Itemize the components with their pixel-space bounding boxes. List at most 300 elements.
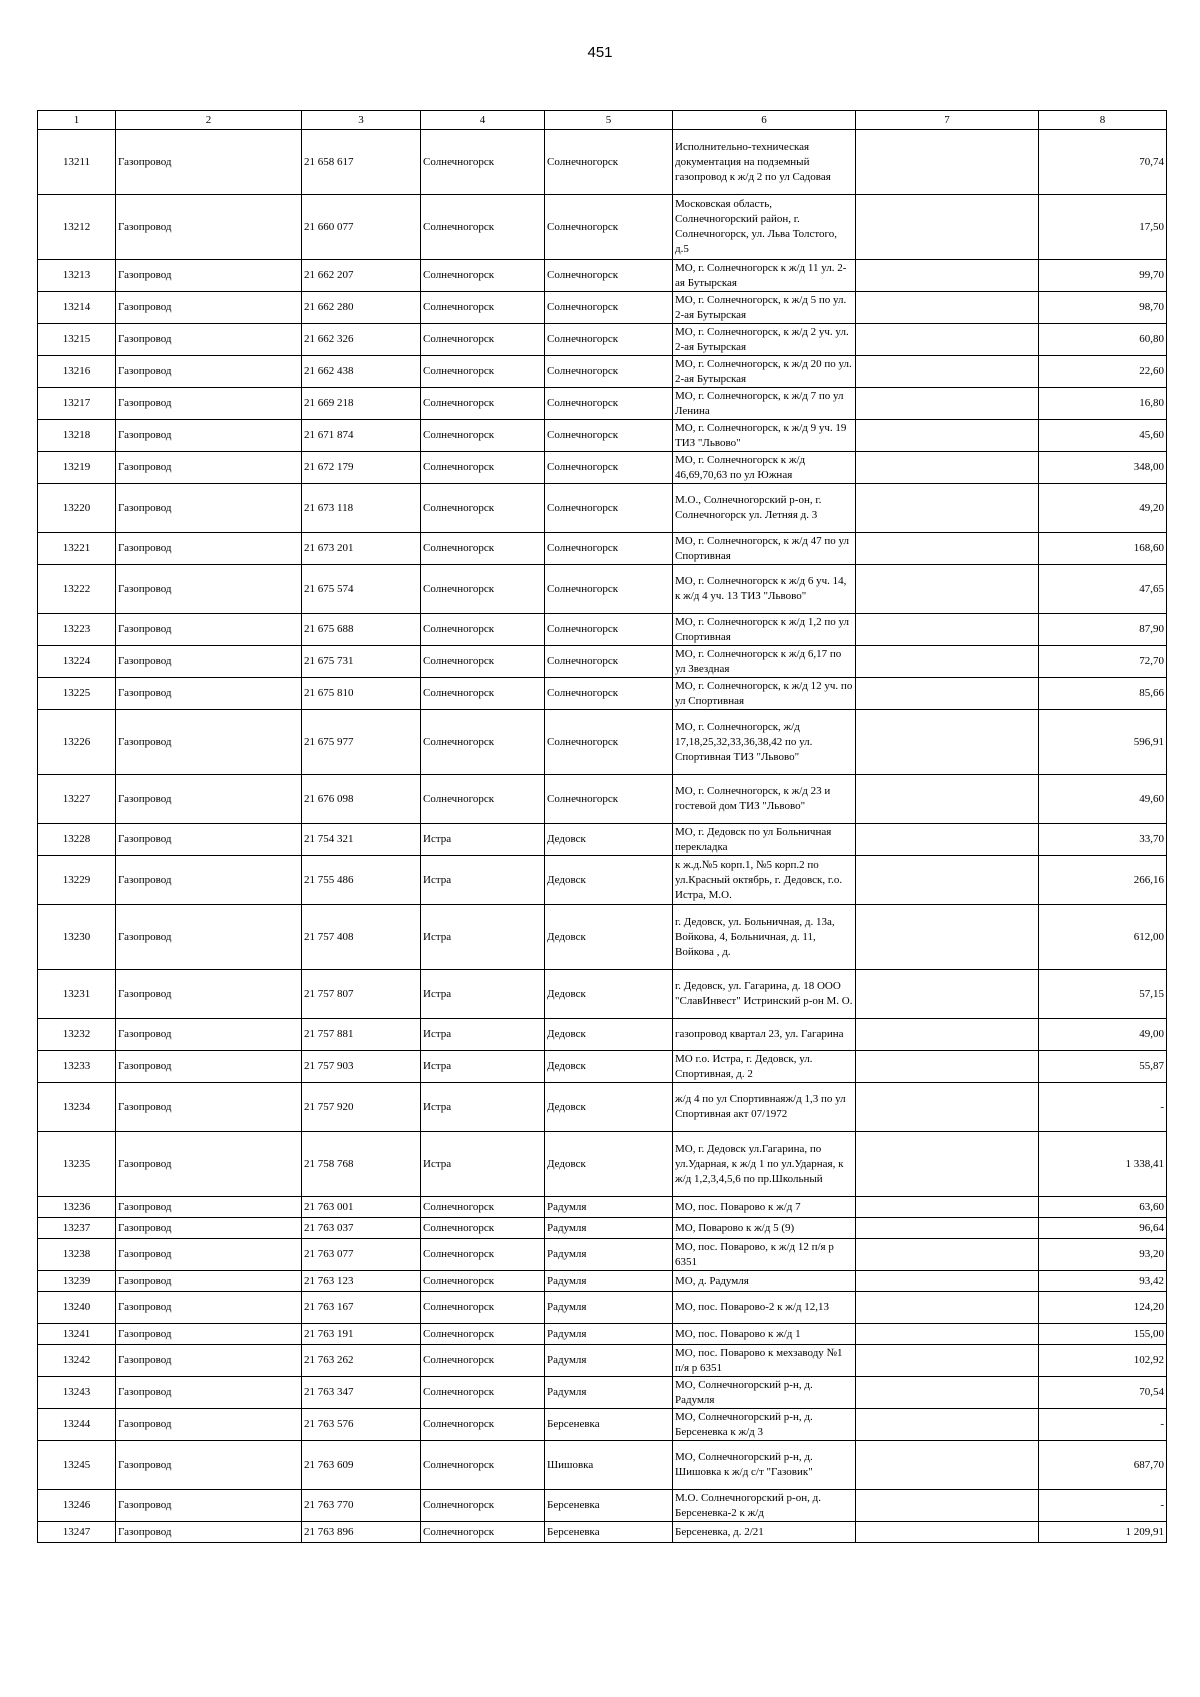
table-row bbox=[38, 260, 1167, 292]
code-cell: 21 673 118 bbox=[302, 484, 421, 533]
object-type-cell: Газопровод bbox=[116, 1490, 302, 1522]
locality-cell: Дедовск bbox=[545, 1132, 673, 1197]
address-cell: МО, Солнечногорский р-н, д. Берсеневка к ж/д 3 bbox=[673, 1409, 856, 1441]
column-7-cell bbox=[856, 1197, 1039, 1218]
locality-cell: Радумля bbox=[545, 1345, 673, 1377]
district-cell: Солнечногорск bbox=[421, 388, 545, 420]
row-number-cell: 13224 bbox=[38, 646, 116, 678]
object-type-cell: Газопровод bbox=[116, 484, 302, 533]
row-number-cell: 13234 bbox=[38, 1083, 116, 1132]
address-cell: газопровод квартал 23, ул. Гагарина bbox=[673, 1019, 856, 1051]
code-cell: 21 675 977 bbox=[302, 710, 421, 775]
table-row bbox=[38, 775, 1167, 824]
locality-cell: Солнечногорск bbox=[545, 614, 673, 646]
column-7-cell bbox=[856, 1083, 1039, 1132]
table-row bbox=[38, 905, 1167, 970]
address-cell: МО, г. Солнечногорск, к ж/д 2 уч. ул. 2-ая Бутырская bbox=[673, 324, 856, 356]
table-row bbox=[38, 356, 1167, 388]
column-7-cell bbox=[856, 484, 1039, 533]
row-number-cell: 13240 bbox=[38, 1292, 116, 1324]
table-row bbox=[38, 1019, 1167, 1051]
row-number-cell: 13215 bbox=[38, 324, 116, 356]
code-cell: 21 763 609 bbox=[302, 1441, 421, 1490]
column-7-cell bbox=[856, 1132, 1039, 1197]
table-row bbox=[38, 533, 1167, 565]
district-cell: Солнечногорск bbox=[421, 1292, 545, 1324]
address-cell: г. Дедовск, ул. Гагарина, д. 18 ООО "СлавИнвест" Истринский р-он М. О. bbox=[673, 970, 856, 1019]
object-type-cell: Газопровод bbox=[116, 565, 302, 614]
district-cell: Истра bbox=[421, 905, 545, 970]
locality-cell: Дедовск bbox=[545, 905, 673, 970]
table-row bbox=[38, 1132, 1167, 1197]
address-cell: МО, пос. Поварово, к ж/д 12 п/я р 6351 bbox=[673, 1239, 856, 1271]
code-cell: 21 758 768 bbox=[302, 1132, 421, 1197]
district-cell: Солнечногорск bbox=[421, 1345, 545, 1377]
table-row bbox=[38, 1239, 1167, 1271]
column-7-cell bbox=[856, 1441, 1039, 1490]
locality-cell: Радумля bbox=[545, 1218, 673, 1239]
code-cell: 21 757 408 bbox=[302, 905, 421, 970]
value-cell: 168,60 bbox=[1039, 533, 1167, 565]
district-cell: Солнечногорск bbox=[421, 646, 545, 678]
object-type-cell: Газопровод bbox=[116, 1409, 302, 1441]
registry-table bbox=[37, 110, 1167, 1543]
code-cell: 21 672 179 bbox=[302, 452, 421, 484]
address-cell: МО, г. Солнечногорск к ж/д 1,2 по ул Спортивная bbox=[673, 614, 856, 646]
column-header: 2 bbox=[116, 111, 302, 130]
district-cell: Солнечногорск bbox=[421, 484, 545, 533]
district-cell: Солнечногорск bbox=[421, 1377, 545, 1409]
column-header: 6 bbox=[673, 111, 856, 130]
column-header: 8 bbox=[1039, 111, 1167, 130]
address-cell: М.О. Солнечногорский р-он, д. Берсеневка-2 к ж/д bbox=[673, 1490, 856, 1522]
object-type-cell: Газопровод bbox=[116, 1292, 302, 1324]
object-type-cell: Газопровод bbox=[116, 905, 302, 970]
district-cell: Солнечногорск bbox=[421, 260, 545, 292]
table-row bbox=[38, 1197, 1167, 1218]
locality-cell: Берсеневка bbox=[545, 1409, 673, 1441]
district-cell: Истра bbox=[421, 1132, 545, 1197]
code-cell: 21 671 874 bbox=[302, 420, 421, 452]
district-cell: Солнечногорск bbox=[421, 356, 545, 388]
row-number-cell: 13225 bbox=[38, 678, 116, 710]
code-cell: 21 662 438 bbox=[302, 356, 421, 388]
column-7-cell bbox=[856, 292, 1039, 324]
object-type-cell: Газопровод bbox=[116, 1019, 302, 1051]
table-row bbox=[38, 1218, 1167, 1239]
address-cell: МО, г. Солнечногорск, к ж/д 7 по ул Ленина bbox=[673, 388, 856, 420]
object-type-cell: Газопровод bbox=[116, 1083, 302, 1132]
column-7-cell bbox=[856, 130, 1039, 195]
row-number-cell: 13247 bbox=[38, 1522, 116, 1543]
row-number-cell: 13214 bbox=[38, 292, 116, 324]
column-7-cell bbox=[856, 420, 1039, 452]
column-7-cell bbox=[856, 1522, 1039, 1543]
value-cell: 72,70 bbox=[1039, 646, 1167, 678]
object-type-cell: Газопровод bbox=[116, 1324, 302, 1345]
table-row bbox=[38, 1490, 1167, 1522]
locality-cell: Солнечногорск bbox=[545, 324, 673, 356]
table-row bbox=[38, 324, 1167, 356]
table-row bbox=[38, 1409, 1167, 1441]
table-row bbox=[38, 565, 1167, 614]
district-cell: Солнечногорск bbox=[421, 533, 545, 565]
column-7-cell bbox=[856, 1218, 1039, 1239]
code-cell: 21 763 167 bbox=[302, 1292, 421, 1324]
row-number-cell: 13222 bbox=[38, 565, 116, 614]
locality-cell: Солнечногорск bbox=[545, 260, 673, 292]
header-row bbox=[38, 111, 1167, 130]
address-cell: МО, г. Солнечногорск, к ж/д 20 по ул. 2-ая Бутырская bbox=[673, 356, 856, 388]
value-cell: 124,20 bbox=[1039, 1292, 1167, 1324]
district-cell: Солнечногорск bbox=[421, 130, 545, 195]
column-7-cell bbox=[856, 1292, 1039, 1324]
code-cell: 21 669 218 bbox=[302, 388, 421, 420]
table-row bbox=[38, 1083, 1167, 1132]
district-cell: Истра bbox=[421, 1051, 545, 1083]
column-7-cell bbox=[856, 775, 1039, 824]
table-row bbox=[38, 1324, 1167, 1345]
column-7-cell bbox=[856, 905, 1039, 970]
object-type-cell: Газопровод bbox=[116, 1239, 302, 1271]
table-row bbox=[38, 388, 1167, 420]
row-number-cell: 13241 bbox=[38, 1324, 116, 1345]
row-number-cell: 13245 bbox=[38, 1441, 116, 1490]
district-cell: Солнечногорск bbox=[421, 195, 545, 260]
column-7-cell bbox=[856, 1271, 1039, 1292]
row-number-cell: 13223 bbox=[38, 614, 116, 646]
district-cell: Солнечногорск bbox=[421, 565, 545, 614]
address-cell: МО, г. Солнечногорск, к ж/д 23 и гостевой дом ТИЗ "Львово" bbox=[673, 775, 856, 824]
district-cell: Истра bbox=[421, 970, 545, 1019]
locality-cell: Дедовск bbox=[545, 1083, 673, 1132]
value-cell: 63,60 bbox=[1039, 1197, 1167, 1218]
column-header: 1 bbox=[38, 111, 116, 130]
column-header: 3 bbox=[302, 111, 421, 130]
locality-cell: Дедовск bbox=[545, 1051, 673, 1083]
value-cell: 17,50 bbox=[1039, 195, 1167, 260]
district-cell: Истра bbox=[421, 1083, 545, 1132]
locality-cell: Радумля bbox=[545, 1292, 673, 1324]
address-cell: г. Дедовск, ул. Больничная, д. 13а, Войкова, 4, Больничная, д. 11, Войкова , д. bbox=[673, 905, 856, 970]
value-cell: 99,70 bbox=[1039, 260, 1167, 292]
column-7-cell bbox=[856, 614, 1039, 646]
address-cell: МО, г. Солнечногорск, к ж/д 5 по ул. 2-ая Бутырская bbox=[673, 292, 856, 324]
table-row bbox=[38, 970, 1167, 1019]
row-number-cell: 13233 bbox=[38, 1051, 116, 1083]
code-cell: 21 763 001 bbox=[302, 1197, 421, 1218]
row-number-cell: 13236 bbox=[38, 1197, 116, 1218]
row-number-cell: 13220 bbox=[38, 484, 116, 533]
object-type-cell: Газопровод bbox=[116, 260, 302, 292]
row-number-cell: 13218 bbox=[38, 420, 116, 452]
address-cell: Берсеневка, д. 2/21 bbox=[673, 1522, 856, 1543]
column-header: 7 bbox=[856, 111, 1039, 130]
district-cell: Истра bbox=[421, 1019, 545, 1051]
value-cell: 70,74 bbox=[1039, 130, 1167, 195]
column-7-cell bbox=[856, 452, 1039, 484]
row-number-cell: 13227 bbox=[38, 775, 116, 824]
column-7-cell bbox=[856, 533, 1039, 565]
district-cell: Солнечногорск bbox=[421, 324, 545, 356]
address-cell: МО, г. Солнечногорск, к ж/д 47 по ул Спортивная bbox=[673, 533, 856, 565]
value-cell: 87,90 bbox=[1039, 614, 1167, 646]
row-number-cell: 13244 bbox=[38, 1409, 116, 1441]
table-row bbox=[38, 678, 1167, 710]
column-header: 4 bbox=[421, 111, 545, 130]
row-number-cell: 13238 bbox=[38, 1239, 116, 1271]
table-row bbox=[38, 646, 1167, 678]
district-cell: Солнечногорск bbox=[421, 420, 545, 452]
code-cell: 21 676 098 bbox=[302, 775, 421, 824]
code-cell: 21 675 574 bbox=[302, 565, 421, 614]
object-type-cell: Газопровод bbox=[116, 356, 302, 388]
locality-cell: Солнечногорск bbox=[545, 356, 673, 388]
value-cell: 93,20 bbox=[1039, 1239, 1167, 1271]
code-cell: 21 763 347 bbox=[302, 1377, 421, 1409]
code-cell: 21 757 903 bbox=[302, 1051, 421, 1083]
district-cell: Солнечногорск bbox=[421, 1441, 545, 1490]
locality-cell: Дедовск bbox=[545, 824, 673, 856]
locality-cell: Радумля bbox=[545, 1271, 673, 1292]
column-header: 5 bbox=[545, 111, 673, 130]
value-cell: 33,70 bbox=[1039, 824, 1167, 856]
value-cell: 102,92 bbox=[1039, 1345, 1167, 1377]
code-cell: 21 662 280 bbox=[302, 292, 421, 324]
code-cell: 21 763 191 bbox=[302, 1324, 421, 1345]
object-type-cell: Газопровод bbox=[116, 1051, 302, 1083]
value-cell: 16,80 bbox=[1039, 388, 1167, 420]
value-cell: - bbox=[1039, 1409, 1167, 1441]
locality-cell: Солнечногорск bbox=[545, 195, 673, 260]
locality-cell: Солнечногорск bbox=[545, 388, 673, 420]
object-type-cell: Газопровод bbox=[116, 1441, 302, 1490]
row-number-cell: 13232 bbox=[38, 1019, 116, 1051]
value-cell: - bbox=[1039, 1490, 1167, 1522]
value-cell: 57,15 bbox=[1039, 970, 1167, 1019]
district-cell: Солнечногорск bbox=[421, 452, 545, 484]
row-number-cell: 13230 bbox=[38, 905, 116, 970]
district-cell: Солнечногорск bbox=[421, 1218, 545, 1239]
locality-cell: Солнечногорск bbox=[545, 775, 673, 824]
locality-cell: Солнечногорск bbox=[545, 292, 673, 324]
table-row bbox=[38, 1522, 1167, 1543]
value-cell: 49,20 bbox=[1039, 484, 1167, 533]
value-cell: 49,00 bbox=[1039, 1019, 1167, 1051]
address-cell: МО, г. Солнечногорск, ж/д 17,18,25,32,33,36,38,42 по ул. Спортивная ТИЗ "Львово" bbox=[673, 710, 856, 775]
district-cell: Солнечногорск bbox=[421, 678, 545, 710]
value-cell: 55,87 bbox=[1039, 1051, 1167, 1083]
table-row bbox=[38, 824, 1167, 856]
address-cell: МО, г. Солнечногорск к ж/д 6,17 по ул Звездная bbox=[673, 646, 856, 678]
row-number-cell: 13212 bbox=[38, 195, 116, 260]
object-type-cell: Газопровод bbox=[116, 452, 302, 484]
row-number-cell: 13226 bbox=[38, 710, 116, 775]
address-cell: МО, г. Солнечногорск, к ж/д 12 уч. по ул Спортивная bbox=[673, 678, 856, 710]
table-row bbox=[38, 292, 1167, 324]
column-7-cell bbox=[856, 324, 1039, 356]
column-7-cell bbox=[856, 1239, 1039, 1271]
code-cell: 21 754 321 bbox=[302, 824, 421, 856]
district-cell: Истра bbox=[421, 824, 545, 856]
value-cell: 47,65 bbox=[1039, 565, 1167, 614]
column-7-cell bbox=[856, 1324, 1039, 1345]
value-cell: 70,54 bbox=[1039, 1377, 1167, 1409]
code-cell: 21 763 770 bbox=[302, 1490, 421, 1522]
code-cell: 21 675 731 bbox=[302, 646, 421, 678]
row-number-cell: 13242 bbox=[38, 1345, 116, 1377]
locality-cell: Дедовск bbox=[545, 1019, 673, 1051]
row-number-cell: 13211 bbox=[38, 130, 116, 195]
row-number-cell: 13235 bbox=[38, 1132, 116, 1197]
address-cell: МО, г. Дедовск по ул Больничная перекладка bbox=[673, 824, 856, 856]
object-type-cell: Газопровод bbox=[116, 1218, 302, 1239]
table-row bbox=[38, 195, 1167, 260]
value-cell: 612,00 bbox=[1039, 905, 1167, 970]
page-number: 451 bbox=[587, 44, 613, 61]
code-cell: 21 675 688 bbox=[302, 614, 421, 646]
district-cell: Солнечногорск bbox=[421, 1197, 545, 1218]
table-row bbox=[38, 1377, 1167, 1409]
object-type-cell: Газопровод bbox=[116, 388, 302, 420]
address-cell: МО, г. Солнечногорск к ж/д 46,69,70,63 по ул Южная bbox=[673, 452, 856, 484]
table-row bbox=[38, 1051, 1167, 1083]
column-7-cell bbox=[856, 1051, 1039, 1083]
address-cell: МО, г. Дедовск ул.Гагарина, по ул.Ударная, к ж/д 1 по ул.Ударная, к ж/д 1,2,3,4,5,6 по пр.Школьный bbox=[673, 1132, 856, 1197]
object-type-cell: Газопровод bbox=[116, 646, 302, 678]
district-cell: Солнечногорск bbox=[421, 710, 545, 775]
column-7-cell bbox=[856, 1490, 1039, 1522]
object-type-cell: Газопровод bbox=[116, 1197, 302, 1218]
table-row bbox=[38, 484, 1167, 533]
value-cell: 49,60 bbox=[1039, 775, 1167, 824]
locality-cell: Солнечногорск bbox=[545, 646, 673, 678]
code-cell: 21 673 201 bbox=[302, 533, 421, 565]
locality-cell: Солнечногорск bbox=[545, 678, 673, 710]
code-cell: 21 763 576 bbox=[302, 1409, 421, 1441]
column-7-cell bbox=[856, 1345, 1039, 1377]
address-cell: МО, пос. Поварово-2 к ж/д 12,13 bbox=[673, 1292, 856, 1324]
row-number-cell: 13243 bbox=[38, 1377, 116, 1409]
code-cell: 21 763 123 bbox=[302, 1271, 421, 1292]
object-type-cell: Газопровод bbox=[116, 1271, 302, 1292]
address-cell: МО, Солнечногорский р-н, д. Шишовка к ж/д с/т "Газовик" bbox=[673, 1441, 856, 1490]
table-row bbox=[38, 452, 1167, 484]
value-cell: 348,00 bbox=[1039, 452, 1167, 484]
district-cell: Солнечногорск bbox=[421, 1324, 545, 1345]
locality-cell: Берсеневка bbox=[545, 1522, 673, 1543]
column-7-cell bbox=[856, 1377, 1039, 1409]
row-number-cell: 13239 bbox=[38, 1271, 116, 1292]
object-type-cell: Газопровод bbox=[116, 195, 302, 260]
object-type-cell: Газопровод bbox=[116, 1377, 302, 1409]
district-cell: Солнечногорск bbox=[421, 1522, 545, 1543]
column-7-cell bbox=[856, 824, 1039, 856]
locality-cell: Солнечногорск bbox=[545, 565, 673, 614]
address-cell: МО, Солнечногорский р-н, д. Радумля bbox=[673, 1377, 856, 1409]
object-type-cell: Газопровод bbox=[116, 710, 302, 775]
object-type-cell: Газопровод bbox=[116, 678, 302, 710]
column-7-cell bbox=[856, 1409, 1039, 1441]
locality-cell: Солнечногорск bbox=[545, 452, 673, 484]
code-cell: 21 763 037 bbox=[302, 1218, 421, 1239]
locality-cell: Радумля bbox=[545, 1239, 673, 1271]
table-row bbox=[38, 856, 1167, 905]
value-cell: 687,70 bbox=[1039, 1441, 1167, 1490]
column-7-cell bbox=[856, 388, 1039, 420]
row-number-cell: 13229 bbox=[38, 856, 116, 905]
address-cell: МО, пос. Поварово к ж/д 7 bbox=[673, 1197, 856, 1218]
address-cell: к ж.д.№5 корп.1, №5 корп.2 по ул.Красный октябрь, г. Дедовск, г.о. Истра, М.О. bbox=[673, 856, 856, 905]
column-7-cell bbox=[856, 195, 1039, 260]
column-7-cell bbox=[856, 1019, 1039, 1051]
value-cell: 60,80 bbox=[1039, 324, 1167, 356]
object-type-cell: Газопровод bbox=[116, 775, 302, 824]
code-cell: 21 755 486 bbox=[302, 856, 421, 905]
locality-cell: Солнечногорск bbox=[545, 533, 673, 565]
value-cell: 85,66 bbox=[1039, 678, 1167, 710]
row-number-cell: 13231 bbox=[38, 970, 116, 1019]
value-cell: 22,60 bbox=[1039, 356, 1167, 388]
address-cell: МО, г. Солнечногорск к ж/д 11 ул. 2-ая Бутырская bbox=[673, 260, 856, 292]
object-type-cell: Газопровод bbox=[116, 420, 302, 452]
value-cell: 45,60 bbox=[1039, 420, 1167, 452]
locality-cell: Дедовск bbox=[545, 970, 673, 1019]
table-row bbox=[38, 614, 1167, 646]
locality-cell: Дедовск bbox=[545, 856, 673, 905]
code-cell: 21 757 920 bbox=[302, 1083, 421, 1132]
table-row bbox=[38, 130, 1167, 195]
code-cell: 21 675 810 bbox=[302, 678, 421, 710]
column-7-cell bbox=[856, 970, 1039, 1019]
address-cell: МО, пос. Поварово к мехзаводу №1 п/я р 6351 bbox=[673, 1345, 856, 1377]
locality-cell: Шишовка bbox=[545, 1441, 673, 1490]
district-cell: Солнечногорск bbox=[421, 1409, 545, 1441]
row-number-cell: 13237 bbox=[38, 1218, 116, 1239]
table-row bbox=[38, 1441, 1167, 1490]
code-cell: 21 763 896 bbox=[302, 1522, 421, 1543]
address-cell: МО, пос. Поварово к ж/д 1 bbox=[673, 1324, 856, 1345]
address-cell: ж/д 4 по ул Спортивнаяж/д 1,3 по ул Спортивная акт 07/1972 bbox=[673, 1083, 856, 1132]
row-number-cell: 13219 bbox=[38, 452, 116, 484]
row-number-cell: 13228 bbox=[38, 824, 116, 856]
object-type-cell: Газопровод bbox=[116, 970, 302, 1019]
value-cell: 266,16 bbox=[1039, 856, 1167, 905]
table-row bbox=[38, 1292, 1167, 1324]
value-cell: 96,64 bbox=[1039, 1218, 1167, 1239]
value-cell: 155,00 bbox=[1039, 1324, 1167, 1345]
column-7-cell bbox=[856, 260, 1039, 292]
district-cell: Солнечногорск bbox=[421, 1239, 545, 1271]
object-type-cell: Газопровод bbox=[116, 856, 302, 905]
row-number-cell: 13213 bbox=[38, 260, 116, 292]
row-number-cell: 13216 bbox=[38, 356, 116, 388]
code-cell: 21 662 207 bbox=[302, 260, 421, 292]
address-cell: М.О., Солнечногорский р-он, г. Солнечногорск ул. Летняя д. 3 bbox=[673, 484, 856, 533]
column-7-cell bbox=[856, 856, 1039, 905]
object-type-cell: Газопровод bbox=[116, 292, 302, 324]
address-cell: МО, г. Солнечногорск к ж/д 6 уч. 14, к ж/д 4 уч. 13 ТИЗ "Львово" bbox=[673, 565, 856, 614]
address-cell: МО, д. Радумля bbox=[673, 1271, 856, 1292]
locality-cell: Берсеневка bbox=[545, 1490, 673, 1522]
column-7-cell bbox=[856, 678, 1039, 710]
object-type-cell: Газопровод bbox=[116, 324, 302, 356]
code-cell: 21 757 807 bbox=[302, 970, 421, 1019]
code-cell: 21 757 881 bbox=[302, 1019, 421, 1051]
code-cell: 21 660 077 bbox=[302, 195, 421, 260]
district-cell: Солнечногорск bbox=[421, 614, 545, 646]
code-cell: 21 662 326 bbox=[302, 324, 421, 356]
